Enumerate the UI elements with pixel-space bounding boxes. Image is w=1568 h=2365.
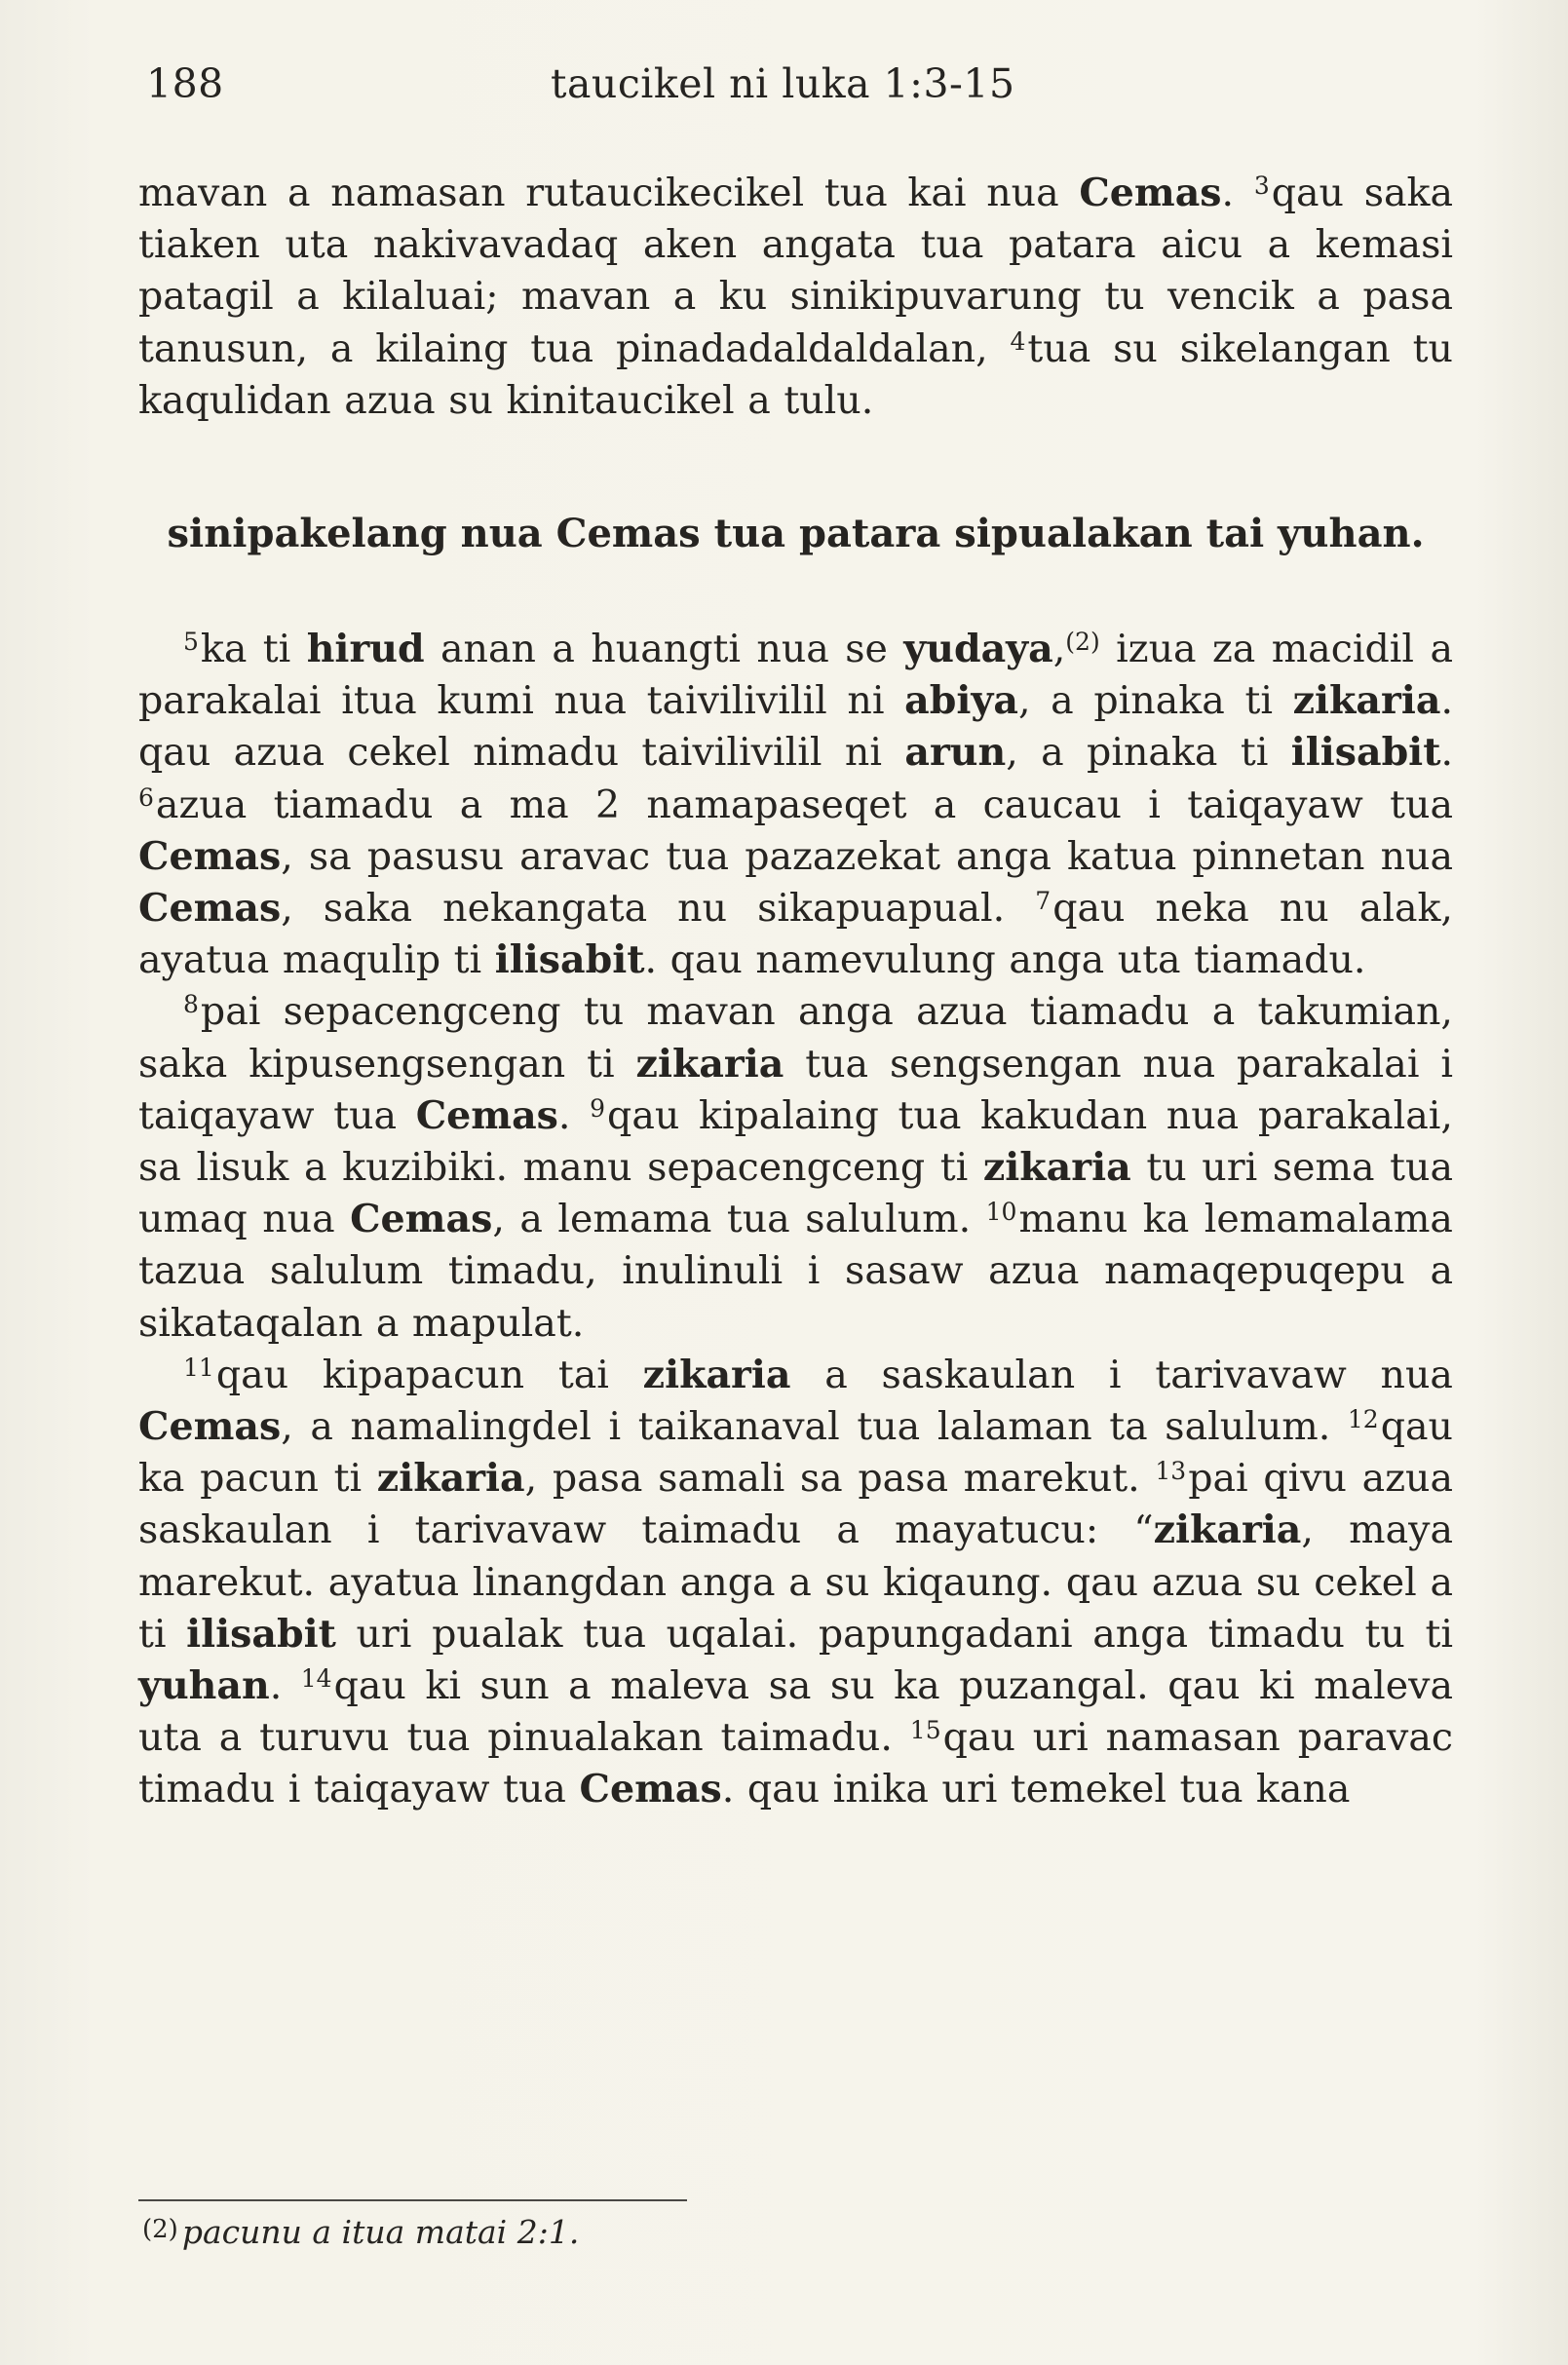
verse-number: 13 [1155, 1457, 1187, 1486]
bold-name: yudaya [903, 627, 1053, 671]
text: , a namalingdel i taikanaval tua lalaman ta salulum. [281, 1404, 1348, 1450]
bold-name: ilisabit [1290, 730, 1441, 776]
paragraph [138, 624, 1453, 986]
text: , maya marekut. ayatua linangdan anga a su kiqaung. qau azua su cekel a ti [138, 1507, 1454, 1657]
bold-name: Cemas [138, 886, 282, 932]
verse-number: 5 [183, 628, 199, 656]
text: qau neka nu alak, ayatua maqulip ti [138, 886, 1453, 983]
bold-name: Cemas [1079, 171, 1222, 215]
footnote-mark: (2) [142, 2215, 178, 2244]
bold-name: Cemas [579, 1767, 722, 1812]
text: . [557, 1092, 591, 1138]
bold-name: zikaria [642, 1352, 791, 1397]
page-header [136, 60, 1433, 119]
bold-name: ilisabit [494, 937, 645, 983]
text: qau saka tiaken uta nakivavadaq aken angata tua patara aicu a kemasi patagil a kilaluai; mavan a ku sinikipuvarung tu vencik a pasa tanusun, a kilaing tua pinadadaldaldalan, [138, 171, 1453, 371]
text: qau ki sun a maleva sa su ka puzangal. qau ki maleva uta a turuvu tua pinualakan taimadu. [138, 1663, 1453, 1761]
text: ka ti [200, 627, 307, 671]
bold-name: yuhan [138, 1663, 270, 1709]
text: , sa pasusu aravac tua pazazekat anga katua pinnetan nua [281, 833, 1453, 879]
bold-name: zikaria [376, 1456, 525, 1502]
text: tua su sikelangan tu kaqulidan azua su kinitaucikel a tulu. [138, 325, 1453, 423]
footnote-divider [138, 2199, 687, 2201]
text: mavan a namasan rutaucikecikel tua kai nua [138, 171, 1080, 215]
text: qau uri namasan paravac timadu i taiqayaw tua [138, 1715, 1454, 1812]
paragraph [138, 1350, 1453, 1816]
page-number: 188 [146, 60, 224, 107]
text: , [1052, 627, 1066, 671]
verse-number: 6 [138, 782, 154, 812]
text: . qau namevulung anga uta tiamadu. [644, 937, 1366, 983]
text: pai sepacengceng tu mavan anga azua tiamadu a takumian, saka kipusengsengan ti [138, 989, 1453, 1087]
paragraph [138, 168, 1453, 427]
bold-name: zikaria [635, 1041, 784, 1087]
text: azua tiamadu a ma 2 namapaseqet a caucau i taiqayaw tua [155, 782, 1453, 827]
bold-name: zikaria [1153, 1507, 1302, 1553]
text: pai qivu azua saskaulan i tarivavaw taimadu a mayatucu: “ [138, 1456, 1454, 1553]
text: manu ka lemamalama tazua salulum timadu, inulinuli i sasaw azua namaqepuqepu a sikataqalan a mapulat. [138, 1197, 1453, 1346]
text: anan a huangti nua se [424, 627, 904, 671]
bold-name: Cemas [350, 1197, 493, 1242]
running-title: taucikel ni luka 1:3-15 [551, 60, 1015, 107]
bold-name: Cemas [415, 1092, 558, 1138]
text: . qau azua cekel nimadu taivilivilil ni [138, 678, 1453, 776]
verse-number: 4 [1010, 326, 1026, 356]
bold-name: zikaria [982, 1145, 1131, 1191]
footnote-text: pacunu a itua matai 2:1. [181, 2213, 580, 2251]
text: izua za macidil a parakalai itua kumi nua taivilivilil ni [138, 627, 1453, 724]
verse-number: 15 [909, 1716, 941, 1745]
text: uri pualak tua uqalai. papungadani anga timadu tu ti [335, 1611, 1454, 1657]
text-block-main [138, 624, 1453, 1816]
verse-number: 10 [985, 1198, 1017, 1227]
text: . [1440, 730, 1453, 776]
text: tua sengsengan nua parakalai i taiqayaw tua [138, 1041, 1453, 1138]
text: . qau inika uri temekel tua kana [721, 1767, 1351, 1812]
bold-name: hirud [306, 627, 425, 671]
text: , saka nekangata nu sikapuapual. [281, 886, 1036, 932]
bold-name: abiya [904, 678, 1018, 724]
bold-name: zikaria [1292, 678, 1441, 724]
verse-number: 14 [300, 1664, 332, 1694]
text: qau kipalaing tua kakudan nua parakalai, sa lisuk a kuzibiki. manu sepacengceng ti [138, 1092, 1453, 1191]
verse-number: 12 [1347, 1405, 1379, 1434]
bold-name: arun [904, 730, 1007, 776]
section-heading: sinipakelang nua Cemas tua patara sipualakan tai yuhan. [167, 511, 1425, 556]
text: a saskaulan i tarivavaw nua [790, 1352, 1453, 1397]
text: tu uri sema tua umaq nua [138, 1145, 1453, 1242]
text: . [269, 1663, 301, 1709]
footnote [142, 2208, 1409, 2254]
text-block-top [138, 168, 1453, 427]
verse-number: 9 [590, 1093, 606, 1123]
verse-number: 7 [1035, 887, 1052, 916]
text: , a lemama tua salulum. [492, 1197, 986, 1242]
text: qau ka pacun ti [138, 1404, 1453, 1502]
bold-name: Cemas [138, 833, 282, 879]
text: . [1221, 171, 1254, 215]
verse-number: 3 [1253, 172, 1270, 200]
footnote-reference[interactable]: (2) [1065, 628, 1100, 656]
paragraph [138, 986, 1453, 1349]
text: , a pinaka ti [1006, 730, 1291, 776]
verse-number: 11 [183, 1353, 214, 1382]
verse-number: 8 [183, 990, 199, 1019]
text: , a pinaka ti [1017, 678, 1293, 724]
bold-name: Cemas [138, 1404, 282, 1450]
text: , pasa samali sa pasa marekut. [524, 1456, 1156, 1502]
bold-name: ilisabit [186, 1611, 336, 1657]
text: qau kipapacun tai [215, 1352, 643, 1397]
